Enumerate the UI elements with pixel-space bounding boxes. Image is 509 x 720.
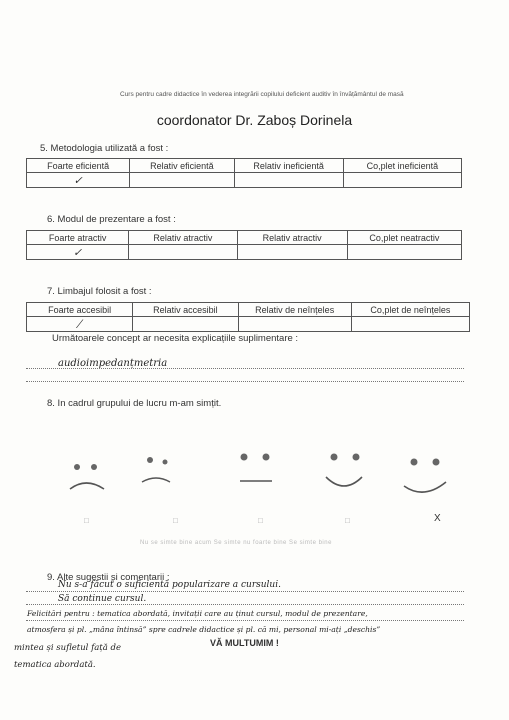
face-4-checkbox[interactable]: □ [345, 516, 350, 525]
concepts-prompt: Următoarele concept ar necesita explicațiile suplimentare : [52, 333, 299, 344]
q9-comment-line-4[interactable]: atmosfera și pl. „mâna întinsă” spre cadrele didactice și pl. că mi, personal mi-ați „deschis” [27, 625, 381, 634]
q6-option-2[interactable]: Relativ atractiv [129, 231, 237, 245]
q6-empty-cell-2[interactable] [129, 245, 237, 260]
q5-mark-cell[interactable] [27, 173, 130, 188]
q7-options-table [26, 302, 470, 332]
q5-empty-cell-4[interactable] [343, 173, 461, 188]
q9-dotted-line-1 [26, 591, 464, 592]
concepts-answer[interactable]: audioimpedanțmetria [58, 358, 168, 369]
face-5-selected-mark[interactable]: X [434, 513, 441, 524]
q5-check-mark: ✓ [73, 173, 83, 187]
q7-title: 7. Limbajul folosit a fost : [47, 286, 152, 297]
q5-option-1[interactable]: Foarte eficientă [27, 159, 130, 173]
q7-empty-cell-2[interactable] [133, 317, 238, 332]
q9-comment-line-3[interactable]: Felicitări pentru : tematica abordată, invitații care au ținut cursul, modul de prezentare, [27, 609, 368, 618]
q5-option-4[interactable]: Co,plet ineficientă [343, 159, 461, 173]
q9-comment-line-5[interactable]: mintea și sufletul față de [14, 643, 121, 653]
course-header: Curs pentru cadre didactice în vederea integrării copilului deficient auditiv în învățământul de masă [120, 91, 404, 98]
face-3-checkbox[interactable]: □ [258, 516, 263, 525]
concepts-dotted-line-1 [26, 368, 464, 369]
q7-empty-cell-4[interactable] [351, 317, 469, 332]
q5-empty-cell-3[interactable] [234, 173, 343, 188]
q8-faint-caption: Nu se simte bine acum Se simte nu foarte bine Se simte bine [140, 540, 332, 546]
q9-comment-line-1[interactable]: Nu s-a făcut o suficientă popularizare a cursului. [58, 580, 281, 590]
happy-face-icon[interactable] [320, 445, 370, 495]
concepts-dotted-line-2 [26, 381, 464, 382]
q5-title: 5. Metodologia utilizată a fost : [40, 143, 169, 154]
q5-option-3[interactable]: Relativ ineficientă [234, 159, 343, 173]
thanks-text: VĂ MULTUMIM ! [210, 638, 279, 648]
q9-comment-line-6[interactable]: tematica abordată. [14, 660, 96, 670]
q7-check-mark: ⁄ [78, 317, 81, 331]
q5-options-table [26, 158, 462, 188]
q6-option-4[interactable]: Co,plet neatractiv [347, 231, 461, 245]
q7-empty-cell-3[interactable] [238, 317, 351, 332]
q6-empty-cell-4[interactable] [347, 245, 461, 260]
q9-dotted-line-3 [26, 620, 464, 621]
q9-title: 9. Alte sugestii și comentarii : [47, 572, 170, 583]
q8-title: 8. In cadrul grupului de lucru m-am simțit. [47, 398, 222, 409]
q6-mark-cell[interactable] [27, 245, 129, 260]
q7-mark-cell[interactable] [27, 317, 133, 332]
face-1-checkbox[interactable]: □ [84, 516, 89, 525]
q6-options-table [26, 230, 462, 260]
very-sad-face-icon[interactable] [62, 455, 112, 505]
q7-option-3[interactable]: Relativ de neînțeles [238, 303, 351, 317]
q6-check-mark: ✓ [73, 245, 83, 259]
sad-face-icon[interactable] [132, 450, 182, 500]
q6-option-1[interactable]: Foarte atractiv [27, 231, 129, 245]
q5-option-2[interactable]: Relativ eficientă [130, 159, 234, 173]
coordinator-title: coordonator Dr. Zaboș Dorinela [156, 112, 353, 128]
q6-empty-cell-3[interactable] [237, 245, 347, 260]
q7-option-4[interactable]: Co,plet de neînțeles [351, 303, 469, 317]
q9-dotted-line-2 [26, 604, 464, 605]
q6-title: 6. Modul de prezentare a fost : [47, 214, 176, 225]
q6-option-3[interactable]: Relativ atractiv [237, 231, 347, 245]
very-happy-face-icon[interactable] [402, 452, 452, 502]
q5-empty-cell-2[interactable] [130, 173, 234, 188]
q7-option-1[interactable]: Foarte accesibil [27, 303, 133, 317]
q9-comment-line-2[interactable]: Să continue cursul. [58, 594, 147, 604]
face-2-checkbox[interactable]: □ [173, 516, 178, 525]
neutral-face-icon[interactable] [230, 445, 280, 495]
q7-option-2[interactable]: Relativ accesibil [133, 303, 238, 317]
